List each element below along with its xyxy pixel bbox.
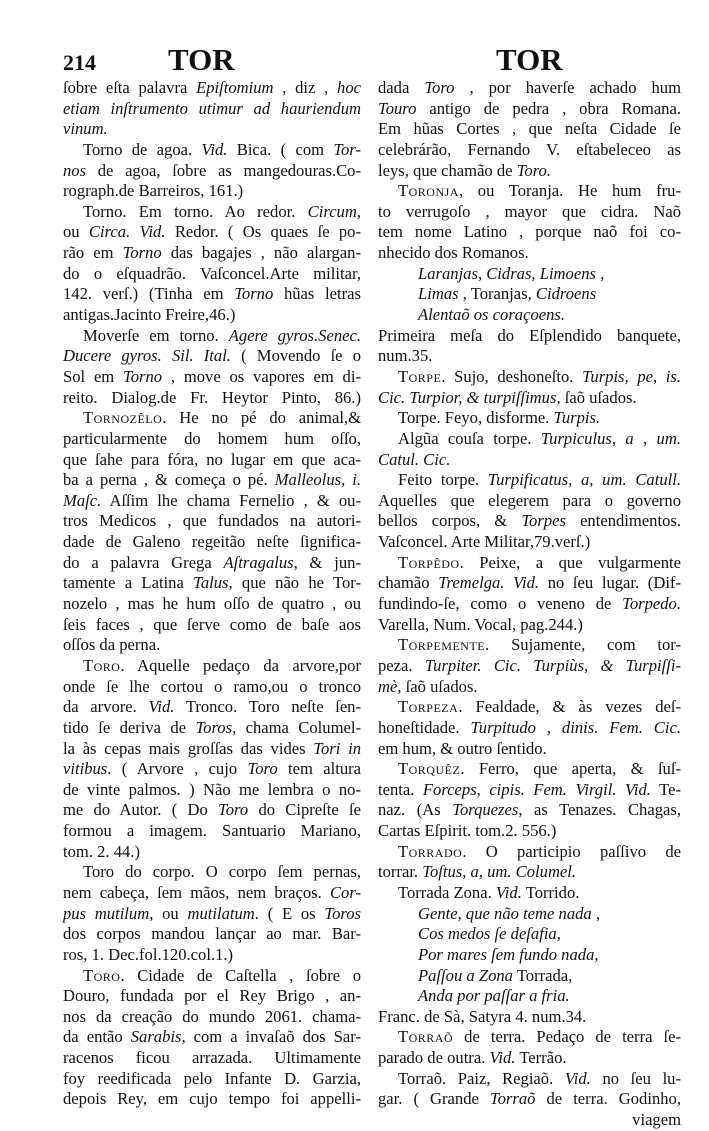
headword: Torpeza xyxy=(398,697,459,717)
text-span: , ſaõ uſados. xyxy=(397,676,478,696)
text-line xyxy=(63,450,361,471)
right-column xyxy=(378,78,681,1131)
text-line xyxy=(63,697,361,718)
text-line xyxy=(378,821,681,842)
text-line xyxy=(378,470,681,491)
italic-text: Vid. xyxy=(495,882,522,902)
text-line xyxy=(63,862,361,883)
text-line xyxy=(378,1027,681,1048)
italic-text: Aſtragalus xyxy=(223,552,294,572)
italic-text: Vid. xyxy=(489,1048,516,1068)
text-line xyxy=(378,883,681,904)
text-line xyxy=(378,491,681,512)
text-line xyxy=(63,305,361,326)
text-span: . ( E os xyxy=(254,903,325,923)
italic-text: Toros xyxy=(195,717,233,737)
text-line xyxy=(63,78,361,99)
italic-text: Toros xyxy=(324,903,361,923)
text-span: tem nome Latino , porque naõ foi co- xyxy=(378,222,681,242)
text-span: honeſtidade. xyxy=(378,717,471,737)
text-line xyxy=(63,1089,361,1110)
text-span: , diz , xyxy=(273,78,338,97)
text-line xyxy=(378,594,681,615)
text-line xyxy=(378,924,681,945)
text-span: Torno. Em torno. Ao redor. xyxy=(83,201,308,221)
text-span: . He no pé do animal,& xyxy=(162,408,361,428)
text-span: tom. 2. 44.) xyxy=(63,841,140,861)
text-span: que ſahe para fóra, no lugar em que aca- xyxy=(63,449,361,469)
text-line xyxy=(63,615,361,636)
text-span: Torno de agoa. xyxy=(83,139,202,159)
text-span: dade de Galeno regeitão neſte ſignifica- xyxy=(63,532,361,552)
italic-text: Cor- xyxy=(329,882,361,902)
text-line xyxy=(63,780,361,801)
text-span: depois Rey, em cujo tempo foi appelli- xyxy=(63,1089,361,1109)
italic-text: Epiſtomium xyxy=(196,78,274,97)
running-head-right: TOR xyxy=(496,42,563,77)
text-span: Toro do corpo. O corpo ſem pernas, xyxy=(83,862,361,882)
italic-text: Anda por paſſar a fria. xyxy=(418,986,570,1006)
text-line xyxy=(378,346,681,367)
italic-text: Torpedo. xyxy=(622,594,681,614)
text-span: , por haverſe achado hum xyxy=(454,78,681,97)
text-span: Em hũas Cortes , que neſta Cidade ſe xyxy=(378,119,681,139)
text-line xyxy=(63,470,361,491)
italic-text: Torno xyxy=(234,284,274,304)
text-line xyxy=(378,718,681,739)
text-span: Algũa couſa torpe. xyxy=(398,428,541,448)
italic-text: Vid. xyxy=(564,1068,591,1088)
italic-text: Talus xyxy=(193,573,229,593)
text-line xyxy=(63,408,361,429)
text-span: nem cabeça, ſem mãos, nem braços. xyxy=(63,882,330,902)
text-span: antigas.Jacinto Freire,46.) xyxy=(63,305,236,325)
text-span: de terra. Godinho, xyxy=(535,1089,681,1109)
text-span: tido ſe deriva de xyxy=(63,717,196,737)
text-span: , chama Columel- xyxy=(232,717,361,737)
italic-text: Circum, xyxy=(307,201,361,221)
italic-text: Tori in xyxy=(313,738,361,758)
text-span: Varella, Num. Vocal, pag.244.) xyxy=(378,614,583,634)
text-line xyxy=(378,305,681,326)
text-span: do a palavra Grega xyxy=(63,552,224,572)
text-line xyxy=(63,119,361,140)
text-span: das bagajes , não alargan- xyxy=(161,243,361,263)
text-span: nozelo , mas he hum oſſo de quatro , ou xyxy=(63,594,361,614)
text-line xyxy=(378,739,681,760)
text-line xyxy=(63,243,361,264)
text-span: , ſaõ uſados. xyxy=(556,387,637,407)
italic-text: Malleolus, i. xyxy=(274,470,361,490)
text-line xyxy=(378,904,681,925)
text-line xyxy=(63,635,361,656)
text-line xyxy=(378,1069,681,1090)
text-line xyxy=(378,388,681,409)
text-span: racenos ficou arrazada. Ultimamente xyxy=(63,1048,361,1068)
text-line xyxy=(378,553,681,574)
text-span: ou xyxy=(63,222,89,242)
text-line xyxy=(63,532,361,553)
text-line xyxy=(378,408,681,429)
text-span: , ou Toranja. He hum fru- xyxy=(458,181,681,201)
headword: Torpe xyxy=(398,366,442,386)
text-line xyxy=(378,202,681,223)
text-line xyxy=(378,800,681,821)
text-span: num.35. xyxy=(378,346,433,366)
text-span: . Sujo, deshoneſto. xyxy=(441,366,583,386)
text-span: entendimentos. xyxy=(565,511,681,531)
italic-text: Laranjas, Cidras, Limoens , xyxy=(418,263,605,283)
text-span: ſobre eſta palavra xyxy=(63,78,197,97)
text-span: onde ſe lhe cortou o ramo,ou o tronco xyxy=(63,676,361,696)
running-head-left: TOR xyxy=(168,42,235,77)
text-span: Te- xyxy=(650,779,682,799)
text-span: no ſeu lu- xyxy=(590,1068,682,1088)
italic-text: Tor- xyxy=(333,139,361,159)
text-line xyxy=(378,966,681,987)
text-span: Aſſim lhe chama Fernelio , & ou- xyxy=(101,490,361,510)
headword: Toronja xyxy=(398,181,459,201)
text-span: Torpe. Feyo, disforme. xyxy=(398,408,554,428)
text-span: Sol em xyxy=(63,366,124,386)
text-span: no ſeu lugar. (Dif- xyxy=(539,573,681,593)
italic-text: Toro xyxy=(247,759,278,779)
text-span: me do Autor. ( Do xyxy=(63,800,219,820)
italic-text: Tremelga. Vid. xyxy=(438,573,540,593)
text-span: . O participio paſſivo de xyxy=(462,841,681,861)
text-line xyxy=(63,739,361,760)
headword: Torpemente xyxy=(398,635,486,655)
italic-text: Vid. xyxy=(201,139,228,159)
text-line xyxy=(63,367,361,388)
text-span: . ( Arvore , cujo xyxy=(107,759,248,779)
text-line xyxy=(378,429,681,450)
text-line xyxy=(378,635,681,656)
text-line xyxy=(63,491,361,512)
italic-text: Touro xyxy=(378,98,417,118)
headword: Torrado xyxy=(398,841,463,861)
text-line xyxy=(63,1007,361,1028)
text-span: , & jun- xyxy=(293,552,361,572)
text-line xyxy=(378,181,681,202)
italic-text: Torraõ xyxy=(489,1089,536,1109)
text-span: particularmente do homem hum oſſo, xyxy=(63,428,361,448)
text-span: Torrada Zona. xyxy=(398,882,496,902)
italic-text: Cic. Turpior, & turpiſſimus xyxy=(378,387,557,407)
text-line xyxy=(63,759,361,780)
text-line xyxy=(63,264,361,285)
text-span: da arvore. xyxy=(63,697,149,717)
text-span: de agoa, ſobre as mangedouras.Co- xyxy=(86,160,361,180)
text-span: oſſos da perna. xyxy=(63,635,161,655)
text-line xyxy=(63,326,361,347)
text-line xyxy=(63,656,361,677)
italic-text: vinum. xyxy=(63,119,108,139)
text-span: . Ferro, que aperta, & ſuſ- xyxy=(460,759,681,779)
text-line xyxy=(378,615,681,636)
italic-text: Torquezes xyxy=(452,800,519,820)
text-span: Primeira meſa do Eſplendido banquete, xyxy=(378,325,681,345)
text-line xyxy=(63,140,361,161)
text-span: da então xyxy=(63,1027,131,1047)
text-span: nos da creação do mundo 2061. chama- xyxy=(63,1006,361,1026)
text-line xyxy=(378,99,681,120)
text-span: tenta. xyxy=(378,779,423,799)
text-line xyxy=(378,511,681,532)
text-span: la às cepas mais groſſas das vides xyxy=(63,738,314,758)
text-span: torrar. xyxy=(378,862,423,882)
italic-text: Limas xyxy=(418,284,459,304)
text-span: Feito torpe. xyxy=(398,470,488,490)
text-line xyxy=(378,945,681,966)
italic-text: vitibus xyxy=(63,759,108,779)
text-span: do o eſquadrão. Vaſconcel.Arte militar, xyxy=(63,263,361,283)
text-span: tem altura xyxy=(277,759,362,779)
text-span: rão em xyxy=(63,243,123,263)
text-line xyxy=(63,202,361,223)
italic-text: Torno xyxy=(122,243,162,263)
text-line xyxy=(378,243,681,264)
text-span: Torraõ. Paiz, Regiaõ. xyxy=(398,1068,565,1088)
text-line xyxy=(378,1110,681,1131)
text-span: 142. verſ.) (Tinha em xyxy=(63,284,235,304)
italic-text: Forceps, cipis. Fem. Virgil. Vid. xyxy=(422,779,651,799)
italic-text: Toro. xyxy=(516,160,551,180)
text-span: Douro, fundada por el Rey Brigo , an- xyxy=(63,986,361,1006)
text-line xyxy=(63,945,361,966)
text-span: , que não he Tor- xyxy=(228,573,362,593)
text-span: . Cidade de Caſtella , ſobre o xyxy=(120,965,361,985)
headword: Toro xyxy=(83,965,121,985)
page-number: 214 xyxy=(63,50,96,75)
text-span: hũas letras xyxy=(273,284,361,304)
text-span: celebrárão, Fernando V. eſtabeleceo as xyxy=(378,139,681,159)
text-span: , Toranjas, xyxy=(458,284,536,304)
text-line xyxy=(378,780,681,801)
text-line xyxy=(63,800,361,821)
text-line xyxy=(63,986,361,1007)
text-span: Cartas Eſpirit. tom.2. 556.) xyxy=(378,821,557,841)
headword: Torquêz xyxy=(398,759,461,779)
italic-text: Torno xyxy=(123,366,163,386)
text-line xyxy=(378,367,681,388)
text-line xyxy=(63,842,361,863)
text-line xyxy=(378,677,681,698)
text-line xyxy=(378,119,681,140)
italic-text: Turpiculus, a , um. xyxy=(540,428,681,448)
text-span: Franc. de Sà, Satyra 4. num.34. xyxy=(378,1006,587,1026)
italic-text: Por mares ſem fundo nada, xyxy=(418,944,599,964)
italic-text: Turpis, pe, is. xyxy=(582,366,682,386)
text-span: viagem xyxy=(632,1110,681,1130)
text-line xyxy=(63,161,361,182)
text-span: ba a perna , & começa o pé. xyxy=(63,470,275,490)
italic-text: Maſc. xyxy=(63,490,102,510)
italic-text: Catul. Cic. xyxy=(378,449,451,469)
italic-text: Sarabis xyxy=(130,1027,182,1047)
text-line xyxy=(378,656,681,677)
text-span: foy reedificada pelo Infante D. Garzia, xyxy=(63,1068,361,1088)
text-line xyxy=(378,1048,681,1069)
text-line xyxy=(63,904,361,925)
text-line xyxy=(63,883,361,904)
text-line xyxy=(378,532,681,553)
text-span: tros Medicos , que fundados na autori- xyxy=(63,511,361,531)
italic-text: Turpiter. Cic. Turpiùs, & Turpiſſi- xyxy=(424,655,681,675)
text-span: Vaſconcel. Arte Militar,79.verſ.) xyxy=(378,532,591,552)
text-line xyxy=(63,677,361,698)
text-span: . Peixe, a que vulgarmente xyxy=(459,552,681,572)
text-span: de terra. Pedaço de terra ſe- xyxy=(453,1027,681,1047)
text-span: em hum, & outro ſentido. xyxy=(378,738,547,758)
text-line xyxy=(63,966,361,987)
text-line xyxy=(63,181,361,202)
text-line xyxy=(378,1089,681,1110)
text-span: ſeis faces , que ſerve como de baſe aos xyxy=(63,614,361,634)
text-line xyxy=(378,326,681,347)
left-column xyxy=(63,78,361,1110)
text-line xyxy=(378,78,681,99)
headword: Tornozêlo xyxy=(83,408,163,428)
italic-text: Agere gyros.Senec. xyxy=(228,325,362,345)
text-span: Torrada, xyxy=(512,965,573,985)
italic-text: Toſtus, a, um. Columel. xyxy=(422,862,577,882)
italic-text: pus mutilum xyxy=(63,903,150,923)
text-span: Terrão. xyxy=(515,1048,567,1068)
text-span: Moverſe em torno. xyxy=(83,325,229,345)
text-span: naz. (As xyxy=(378,800,453,820)
text-line xyxy=(378,986,681,1007)
text-line xyxy=(378,161,681,182)
italic-text: nos xyxy=(63,160,87,180)
text-span: chamão xyxy=(378,573,439,593)
text-span: de vinte palmos. ) Não me lembra o no- xyxy=(63,779,361,799)
text-span: ros, 1. Dec.fol.120.col.1.) xyxy=(63,944,234,964)
text-line xyxy=(63,821,361,842)
text-span: nhecido dos Romanos. xyxy=(378,243,529,263)
italic-text: Ducere gyros. Sil. Ital. xyxy=(63,346,231,366)
italic-text: Paſſou a Zona xyxy=(418,965,513,985)
text-span: peza. xyxy=(378,655,425,675)
text-span: antigo de pedra , obra Romana. xyxy=(416,98,681,118)
text-span: , ou xyxy=(149,903,188,923)
text-span: , move os vapores em di- xyxy=(162,366,361,386)
italic-text: Alentaõ os coraçoens. xyxy=(418,305,566,325)
italic-text: Toro xyxy=(424,78,455,97)
text-span: . Fealdade, & às vezes deſ- xyxy=(458,697,681,717)
italic-text: Turpis. xyxy=(553,408,601,428)
text-span: bellos corpos, & xyxy=(378,511,522,531)
italic-text: Circa. Vid. xyxy=(88,222,166,242)
text-span: tamente a Latina xyxy=(63,573,194,593)
text-span: leys, que chamão de xyxy=(378,160,517,180)
text-span: formou a imagem. Santuario Mariano, xyxy=(63,821,361,841)
headword: Toro xyxy=(83,655,121,675)
text-line xyxy=(63,511,361,532)
text-line xyxy=(63,1069,361,1090)
text-span: dada xyxy=(378,78,425,97)
text-span: to verrugoſo , mayor que cidra. Naõ xyxy=(378,201,681,221)
text-line xyxy=(63,1048,361,1069)
text-span: reito. Dialog.de Fr. Heytor Pinto, 86.) xyxy=(63,387,361,407)
text-line xyxy=(63,222,361,243)
text-line xyxy=(378,222,681,243)
text-line xyxy=(378,759,681,780)
headword: Torpêdo xyxy=(398,552,460,572)
text-line xyxy=(63,99,361,120)
text-span: Aquelles que elegerem para o governo xyxy=(378,490,681,510)
italic-text: mè xyxy=(378,676,398,696)
text-line xyxy=(378,842,681,863)
text-line xyxy=(378,140,681,161)
italic-text: Torpes xyxy=(521,511,566,531)
italic-text: Turpitudo , dinis. Fem. Cic. xyxy=(470,717,681,737)
text-line xyxy=(63,718,361,739)
italic-text: Toro xyxy=(218,800,249,820)
text-span: dos corpos mandou lançar ao mar. Bar- xyxy=(63,924,361,944)
text-span: Tronco. Toro neſte ſen- xyxy=(174,697,362,717)
italic-text: hoc xyxy=(337,78,361,97)
headword: Torraõ xyxy=(398,1027,454,1047)
text-span: Bica. ( com xyxy=(227,139,334,159)
text-line xyxy=(378,1007,681,1028)
text-span: do Cipreſte ſe xyxy=(248,800,361,820)
text-line xyxy=(63,1027,361,1048)
text-line xyxy=(378,284,681,305)
text-span: gar. ( Grande xyxy=(378,1089,490,1109)
italic-text: Vid. xyxy=(148,697,175,717)
text-line xyxy=(63,553,361,574)
text-line xyxy=(63,573,361,594)
italic-text: Cos medos ſe deſafia, xyxy=(418,924,561,944)
text-line xyxy=(378,450,681,471)
text-span: . Aquelle pedaço da arvore,por xyxy=(120,655,361,675)
text-span: parado de outra. xyxy=(378,1048,490,1068)
italic-text: Cidroens xyxy=(535,284,597,304)
italic-text: Turpificatus, a, um. Catull. xyxy=(487,470,681,490)
text-line xyxy=(378,862,681,883)
text-span: Torrido. xyxy=(521,882,580,902)
text-line xyxy=(63,429,361,450)
text-line xyxy=(63,924,361,945)
text-span: . Sujamente, com tor- xyxy=(485,635,681,655)
text-line xyxy=(63,284,361,305)
text-line xyxy=(378,697,681,718)
text-span: ( Movendo ſe o xyxy=(230,346,362,366)
text-line xyxy=(378,264,681,285)
italic-text: mutilatum xyxy=(187,903,255,923)
text-line xyxy=(63,346,361,367)
text-line xyxy=(63,388,361,409)
text-line xyxy=(63,594,361,615)
text-span: fundindo-ſe, como o veneno de xyxy=(378,594,623,614)
italic-text: Gente, que não teme nada , xyxy=(418,903,601,923)
text-span: rograph.de Barreiros, 161.) xyxy=(63,181,244,201)
text-span: , com a invaſaõ dos Sar- xyxy=(181,1027,361,1047)
text-span: , as Tenazes. Chagas, xyxy=(518,800,681,820)
text-span: Redor. ( Os quaes ſe po- xyxy=(165,222,361,242)
text-line xyxy=(378,573,681,594)
italic-text: etiam inſtrumento utimur ad hauriendum xyxy=(63,98,361,118)
